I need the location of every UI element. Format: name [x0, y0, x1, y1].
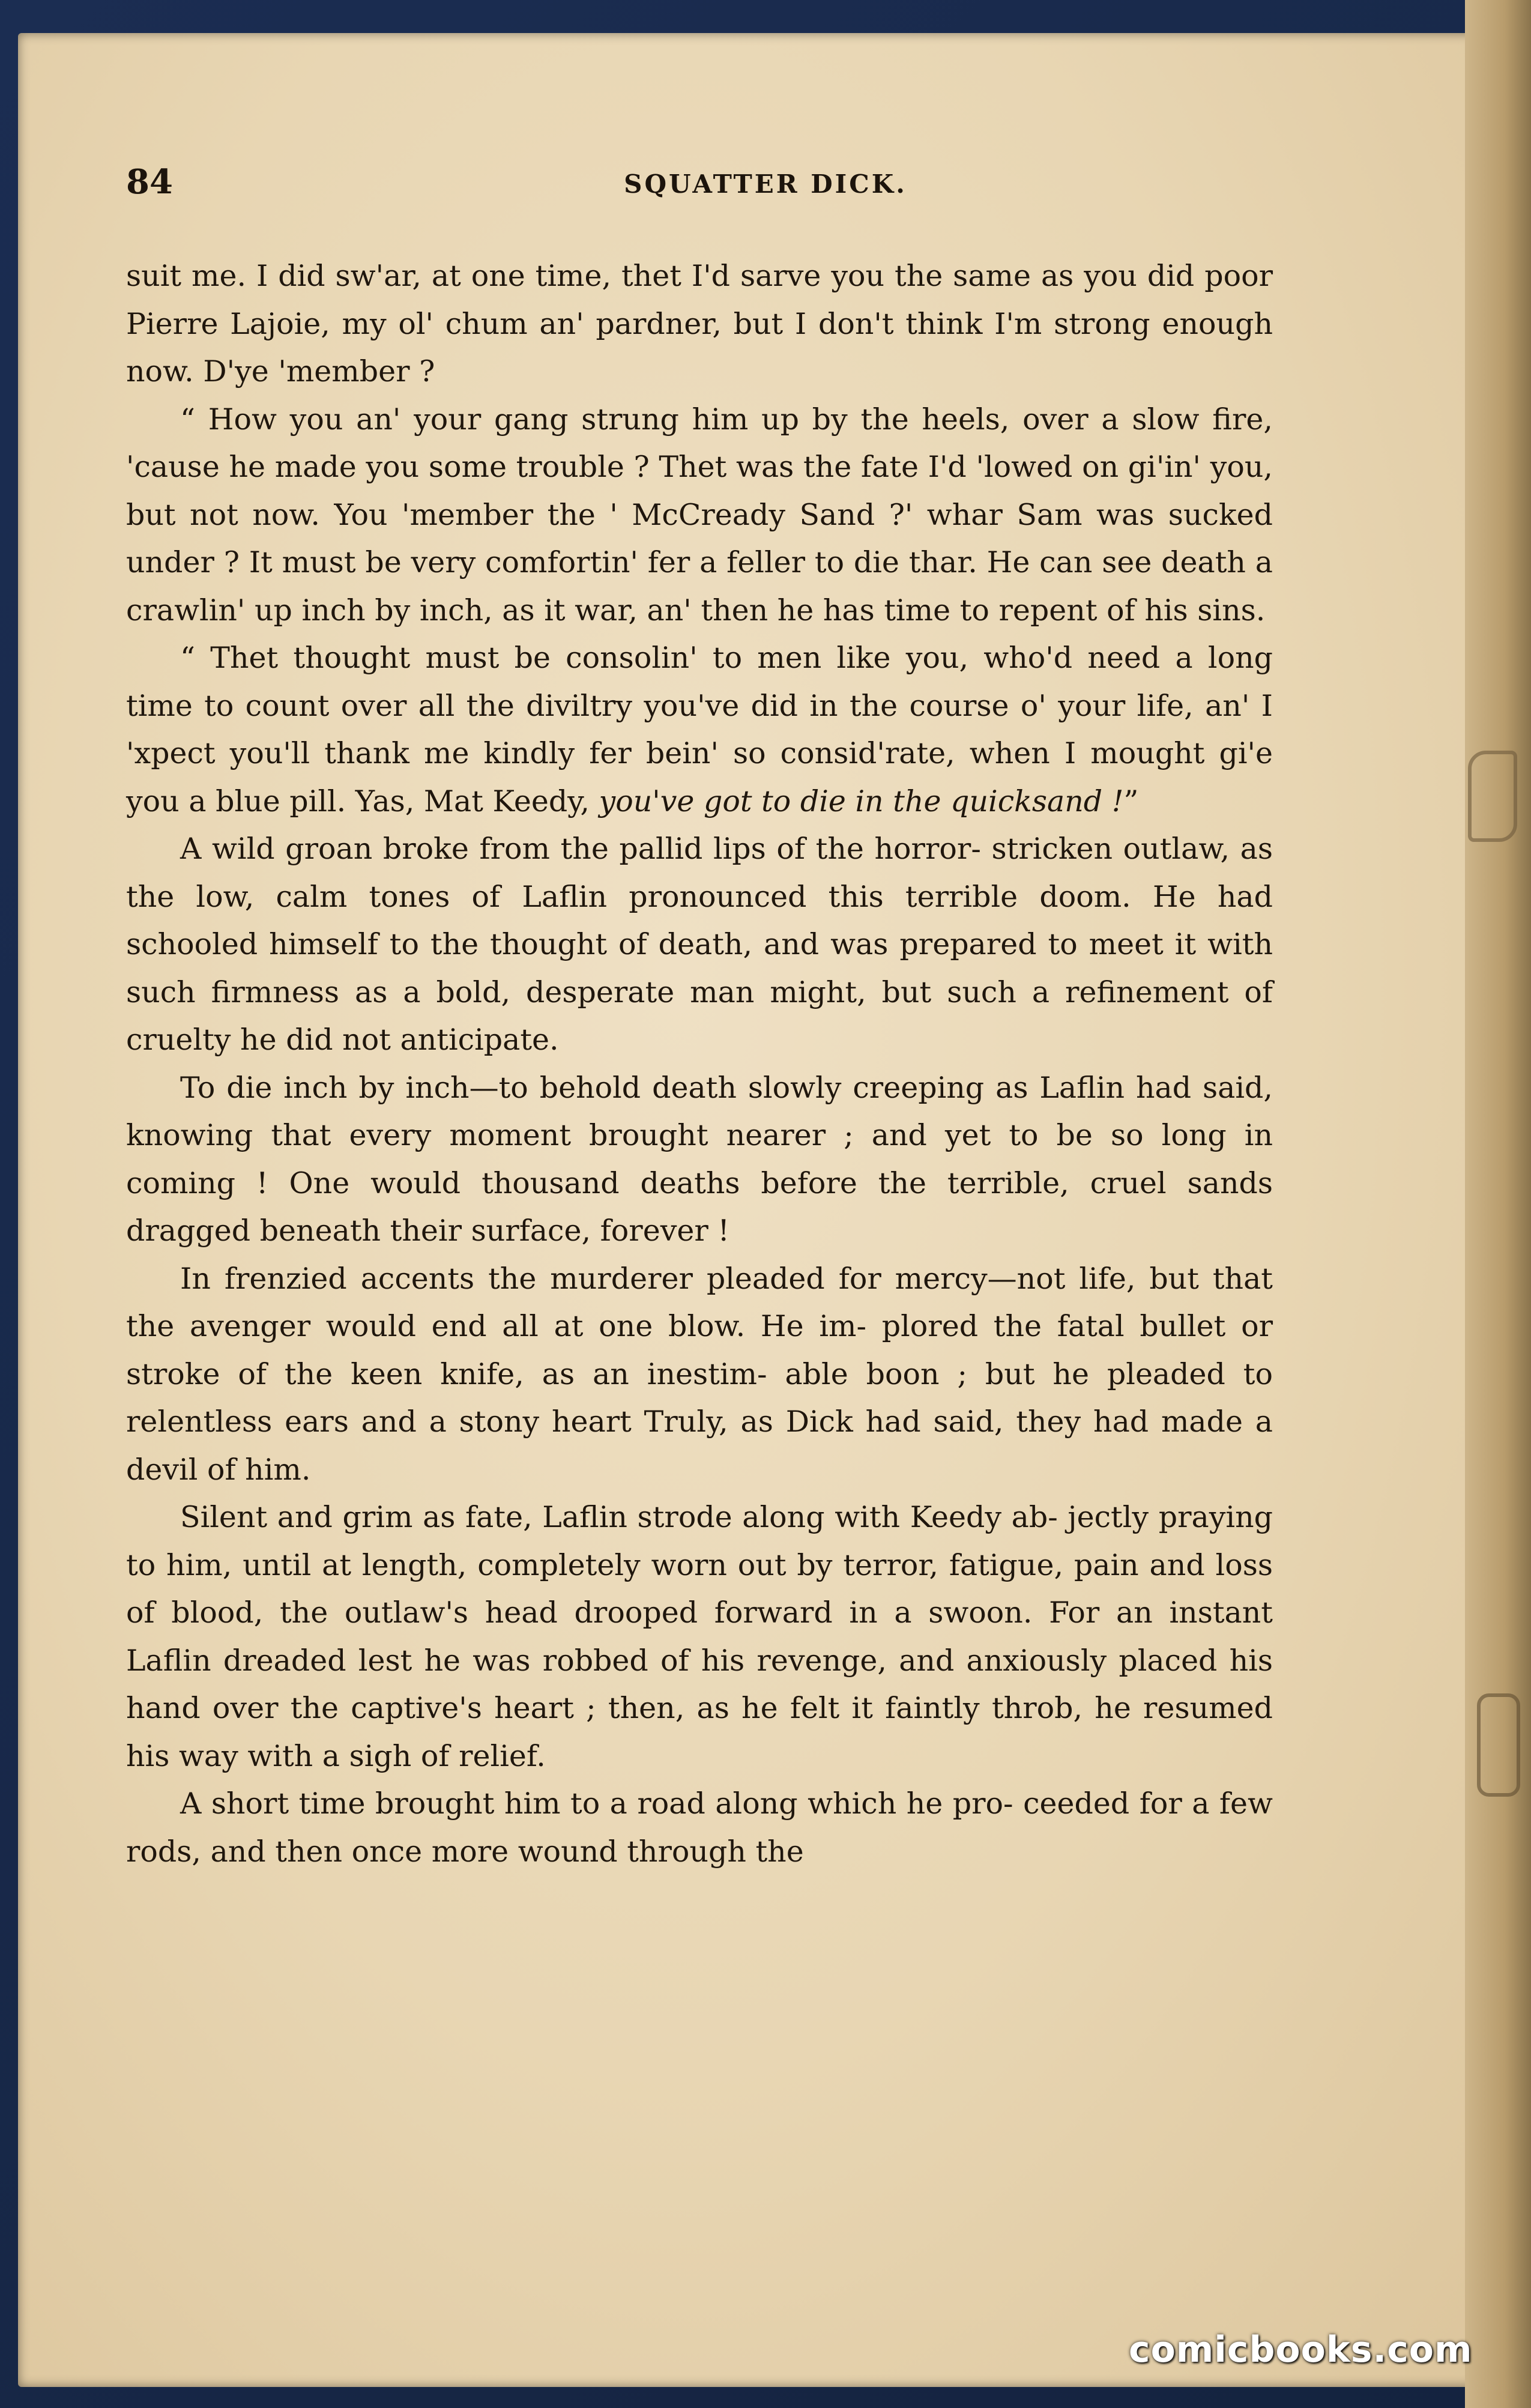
text-line: this terrible doom. He had schooled himself to the thought: [126, 879, 1273, 961]
text-line: need a long time to count over all the diviltry you've did in: [126, 641, 1273, 723]
text-line: of death, and was prepared to meet it with such firmness as a: [126, 927, 1273, 1009]
text-line: jectly praying to him, until at length, completely worn out by: [126, 1500, 1273, 1582]
paragraph: [126, 825, 1273, 1064]
page-edge-stain: [1468, 751, 1517, 842]
text-line: crawlin' up inch by inch, as it war, an' then he has time to: [126, 593, 989, 628]
text-line: a slow fire, 'cause he made you some trouble ? Thet was the: [126, 402, 1273, 484]
text-line: fate I'd 'lowed on gi'in' you, but not now. You 'member the: [126, 450, 1273, 532]
text-line: Mat Keedy,: [423, 784, 599, 818]
text-line: bein' so consid'rate, when I mought gi'e you a blue pill. Yas,: [126, 736, 1273, 818]
text-line: ' McCready Sand ?' whar Sam was sucked under ? It must be: [126, 497, 1273, 579]
text-line: nearer ; and yet to be so long in coming ! One would: [126, 1118, 1273, 1200]
next-page-edge: [1465, 0, 1531, 2408]
paragraph: [126, 396, 1273, 635]
text-line: thousand deaths before the terrible, cruel sands dragged: [126, 1166, 1273, 1248]
text-line: as Laflin had said, knowing that every moment brought: [126, 1070, 1273, 1152]
text-line: his way with a sigh of relief.: [126, 1738, 546, 1773]
text-line: did not anticipate.: [286, 1023, 559, 1057]
watermark: comicbooks.com: [1129, 2329, 1473, 2371]
text-line: In frenzied accents the murderer pleaded for mercy—not: [180, 1261, 1066, 1296]
text-line: forward in a swoon. For an instant Laflin dreaded lest he: [126, 1596, 1273, 1678]
text-line: stricken outlaw, as the low, calm tones of Laflin pronounced: [126, 832, 1273, 914]
text-line: terror, fatigue, pain and loss of blood, the outlaw's head drooped: [126, 1547, 1273, 1630]
text-line: suit me. I did sw'ar, at one time, thet I'd sarve you the same: [126, 259, 1031, 293]
closing-quote: ”: [1123, 784, 1139, 818]
text-line: plored the fatal bullet or stroke of the keen knife, as an inestim-: [126, 1309, 1273, 1391]
paragraph: [126, 1064, 1273, 1255]
text-line: To die inch by inch—to behold death slowly creeping: [180, 1070, 985, 1105]
page-number: 84: [126, 162, 173, 202]
text-line: as you did poor Pierre Lajoie, my ol' chum an' pardner, but I: [126, 259, 1273, 341]
paragraph: [126, 252, 1273, 396]
text-line: “ How you an' your gang strung him up by the heels, over: [180, 402, 1089, 437]
text-line: very comfortin' fer a feller to die thar. He can see death a: [411, 545, 1273, 579]
text-line: the captive's heart ; then, as he felt it faintly throb, he resumed: [290, 1691, 1273, 1725]
body-text: [126, 252, 1273, 1875]
text-line: ceeded for a few rods, and then once more wound through the: [126, 1786, 1273, 1869]
text-line: bold, desperate man might, but such a refinement of cruelty he: [126, 975, 1273, 1057]
text-line: Truly, as Dick had said, they had made a devil of him.: [126, 1405, 1273, 1487]
page-edge-stain: [1477, 1693, 1520, 1797]
running-head: SQUATTER DICK.: [624, 169, 907, 199]
text-line: repent of his sins.: [998, 593, 1266, 628]
paragraph: [126, 1255, 1273, 1494]
text-line: A short time brought him to a road along which he pro-: [180, 1786, 1013, 1821]
italic-text: you've got to die in the quicksand !: [599, 784, 1124, 818]
paragraph: [126, 1493, 1273, 1780]
text-line: beneath their surface, forever !: [259, 1214, 730, 1248]
paragraph: [126, 1780, 1273, 1875]
paragraph: [126, 634, 1273, 825]
text-line: Silent and grim as fate, Laflin strode along with Keedy ab-: [180, 1500, 1058, 1534]
text-line: A wild groan broke from the pallid lips of the horror-: [180, 832, 981, 866]
text-line: don't think I'm strong enough now. D'ye 'member ?: [126, 306, 1273, 389]
text-line: was robbed of his revenge, and anxiously placed his hand over: [126, 1643, 1273, 1725]
text-line: able boon ; but he pleaded to relentless ears and a stony heart: [126, 1357, 1273, 1439]
text-line: the course o' your life, an' I 'xpect you'll thank me kindly fer: [126, 688, 1273, 770]
text-line: life, but that the avenger would end all at one blow. He im-: [126, 1261, 1273, 1343]
text-line: “ Thet thought must be consolin' to men like you, who'd: [180, 641, 1073, 675]
